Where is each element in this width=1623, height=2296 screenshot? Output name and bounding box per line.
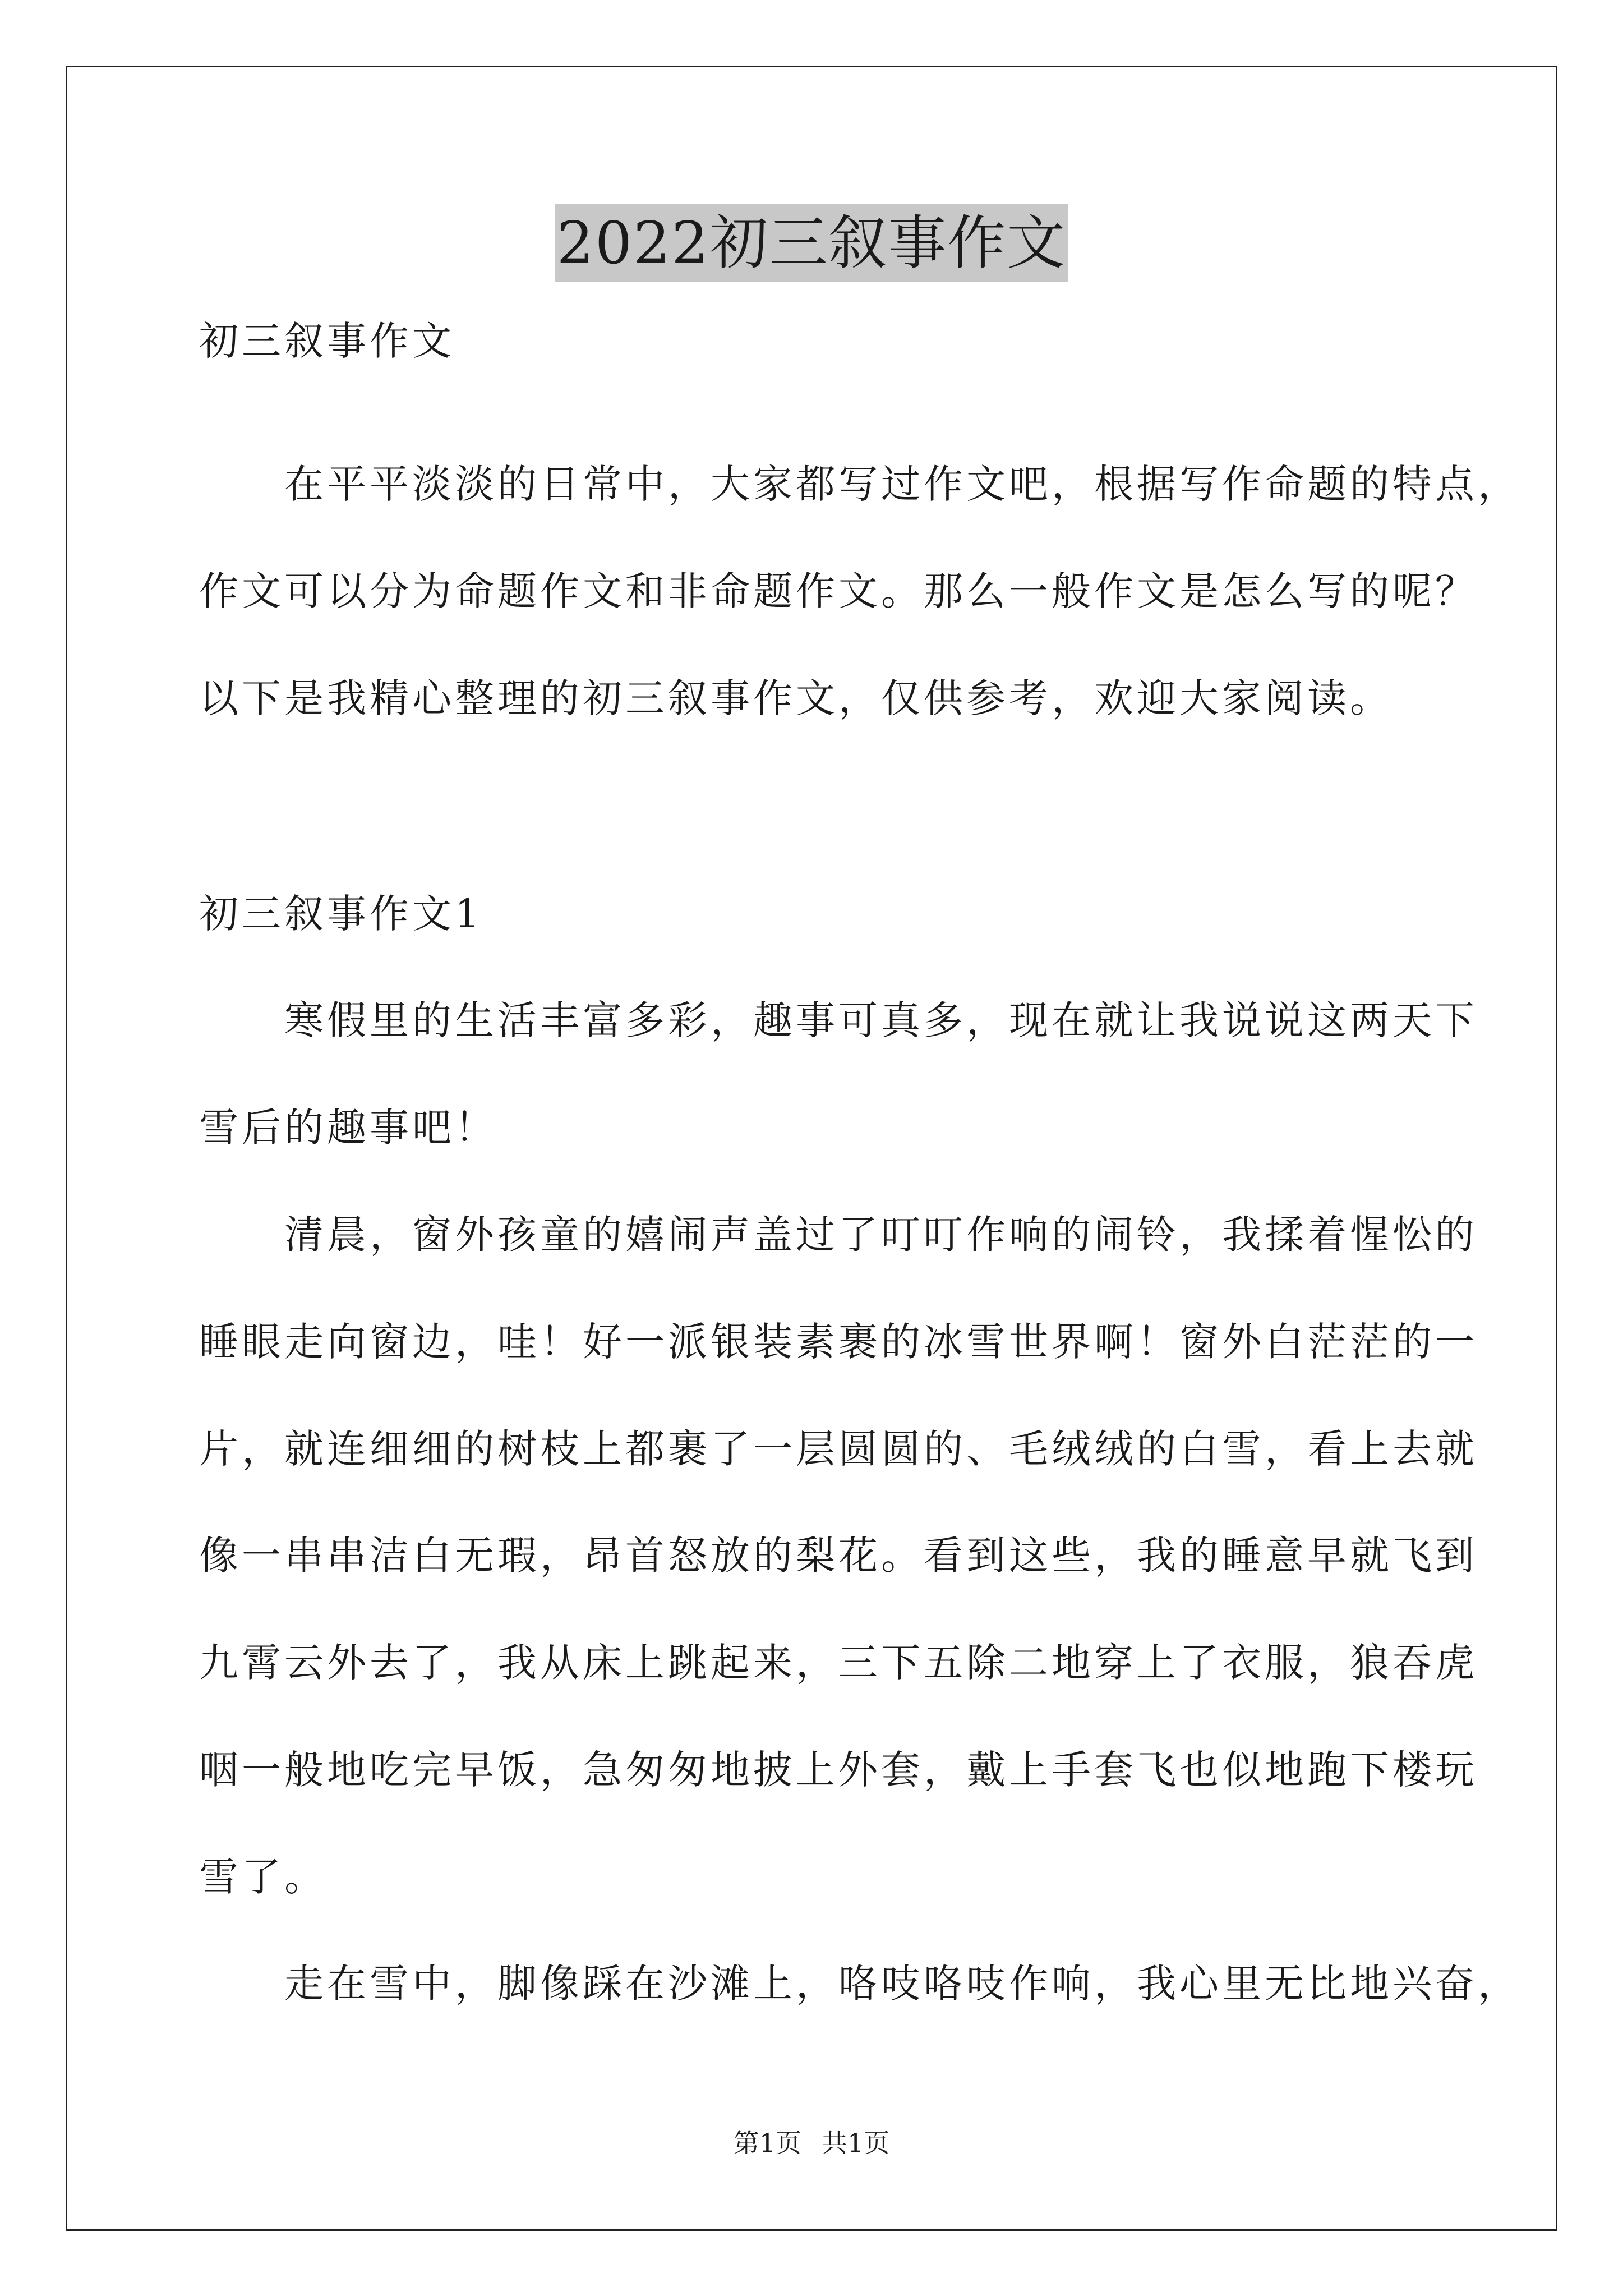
document-title: 2022初三叙事作文: [555, 204, 1069, 282]
paragraph-line: 清晨，窗外孩童的嬉闹声盖过了叮叮作响的闹铃，我揉着惺忪的: [199, 1212, 1478, 1258]
paragraph-line: 在平平淡淡的日常中，大家都写过作文吧，根据写作命题的特点，: [199, 461, 1520, 507]
section-heading: 初三叙事作文1: [199, 891, 483, 937]
paragraph-line: 雪了。: [199, 1854, 327, 1900]
paragraph-line: 咽一般地吃完早饭，急匆匆地披上外套，戴上手套飞也似地跑下楼玩: [199, 1747, 1478, 1793]
title-container: [0, 204, 1623, 282]
paragraph-line: 九霄云外去了，我从床上跳起来，三下五除二地穿上了衣服，狼吞虎: [199, 1640, 1478, 1686]
page-footer: [0, 2126, 1623, 2160]
paragraph-line: 像一串串洁白无瑕，昂首怒放的梨花。看到这些，我的睡意早就飞到: [199, 1533, 1478, 1579]
paragraph-line: 片，就连细细的树枝上都裹了一层圆圆的、毛绒绒的白雪，看上去就: [199, 1426, 1478, 1472]
paragraph-line: 以下是我精心整理的初三叙事作文，仅供参考，欢迎大家阅读。: [199, 675, 1393, 721]
page-number-total: 共1页: [822, 2128, 890, 2158]
paragraph-line: 雪后的趣事吧！: [199, 1105, 497, 1151]
subtitle-line: 初三叙事作文: [199, 318, 455, 364]
paragraph-line: 作文可以分为命题作文和非命题作文。那么一般作文是怎么写的呢？: [199, 568, 1478, 614]
page-number-current: 第1页: [733, 2128, 801, 2158]
paragraph-line: 寒假里的生活丰富多彩，趣事可真多，现在就让我说说这两天下: [199, 997, 1478, 1043]
paragraph-line: 睡眼走向窗边，哇！好一派银装素裹的冰雪世界啊！窗外白茫茫的一: [199, 1319, 1478, 1365]
paragraph-line: 走在雪中，脚像踩在沙滩上，咯吱咯吱作响，我心里无比地兴奋，: [199, 1961, 1520, 2007]
